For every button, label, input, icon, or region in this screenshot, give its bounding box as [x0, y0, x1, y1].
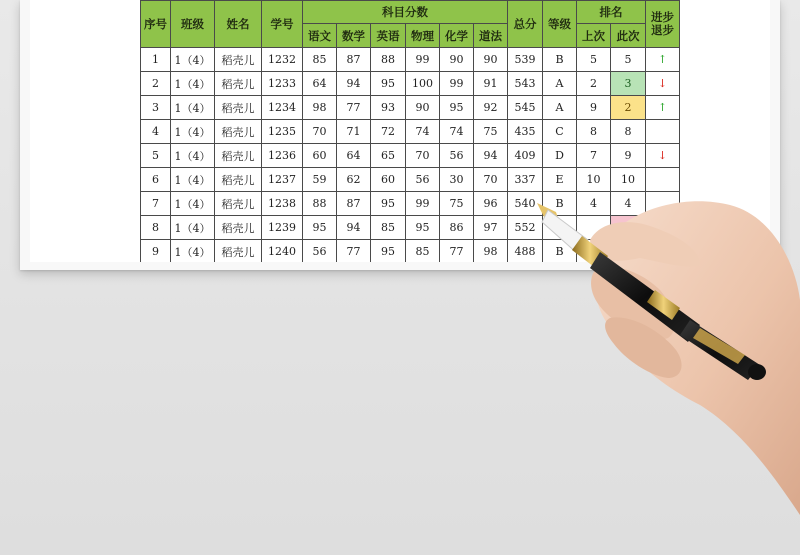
cell-grade: E — [543, 168, 577, 192]
cell-trend: ↑ — [646, 96, 680, 120]
cell-score-chinese: 60 — [303, 144, 337, 168]
cell-id: 1232 — [262, 48, 303, 72]
cell-id: 1240 — [262, 240, 303, 263]
cell-score-chemistry: 74 — [440, 120, 474, 144]
cell-rank-prev: 5 — [577, 48, 611, 72]
cell-score-chinese: 59 — [303, 168, 337, 192]
cell-seq: 4 — [141, 120, 171, 144]
cell-score-physics: 99 — [406, 192, 440, 216]
cell-name: 稻壳儿 — [215, 240, 262, 263]
cell-class: 1（4） — [171, 216, 215, 240]
cell-score-chinese: 98 — [303, 96, 337, 120]
cell-score-english: 60 — [371, 168, 406, 192]
cell-seq: 9 — [141, 240, 171, 263]
header-progress-line2: 退步 — [651, 23, 674, 37]
cell-name: 稻壳儿 — [215, 192, 262, 216]
cell-class: 1（4） — [171, 96, 215, 120]
cell-id: 1236 — [262, 144, 303, 168]
cell-name: 稻壳儿 — [215, 96, 262, 120]
cell-score-physics: 100 — [406, 72, 440, 96]
cell-id: 1237 — [262, 168, 303, 192]
cell-score-physics: 90 — [406, 96, 440, 120]
header-rank-group: 排名 — [577, 1, 646, 24]
header-total: 总分 — [508, 1, 543, 48]
cell-score-english: 95 — [371, 72, 406, 96]
cell-score-english: 93 — [371, 96, 406, 120]
header-grade: 等级 — [543, 1, 577, 48]
cell-score-english: 95 — [371, 240, 406, 263]
cell-class: 1（4） — [171, 120, 215, 144]
cell-score-english: 72 — [371, 120, 406, 144]
header-id: 学号 — [262, 1, 303, 48]
header-subject-chinese: 语文 — [303, 24, 337, 48]
cell-score-math: 94 — [337, 216, 371, 240]
cell-score-chemistry: 30 — [440, 168, 474, 192]
cell-total: 435 — [508, 120, 543, 144]
cell-seq: 7 — [141, 192, 171, 216]
header-name: 姓名 — [215, 1, 262, 48]
cell-score-math: 87 — [337, 48, 371, 72]
cell-name: 稻壳儿 — [215, 216, 262, 240]
cell-total: 409 — [508, 144, 543, 168]
header-subject-ethics: 道法 — [474, 24, 508, 48]
cell-trend: ↓ — [646, 144, 680, 168]
cell-score-chemistry: 56 — [440, 144, 474, 168]
cell-score-math: 77 — [337, 240, 371, 263]
cell-seq: 6 — [141, 168, 171, 192]
cell-score-physics: 95 — [406, 216, 440, 240]
cell-total: 540 — [508, 192, 543, 216]
cell-score-math: 87 — [337, 192, 371, 216]
cell-score-chemistry: 77 — [440, 240, 474, 263]
cell-score-physics: 56 — [406, 168, 440, 192]
cell-seq: 8 — [141, 216, 171, 240]
cell-seq: 1 — [141, 48, 171, 72]
cell-rank-now: 3 — [611, 72, 646, 96]
cell-trend: ↓ — [646, 72, 680, 96]
cell-seq: 2 — [141, 72, 171, 96]
cell-score-english: 95 — [371, 192, 406, 216]
cell-rank-prev: 9 — [577, 96, 611, 120]
cell-id: 1235 — [262, 120, 303, 144]
header-progress-line1: 进步 — [651, 10, 674, 24]
cell-rank-prev: 4 — [577, 192, 611, 216]
header-subjects-group: 科目分数 — [303, 1, 508, 24]
header-subject-math: 数学 — [337, 24, 371, 48]
cell-grade: B — [543, 240, 577, 263]
cell-name: 稻壳儿 — [215, 72, 262, 96]
cell-score-chinese: 64 — [303, 72, 337, 96]
cell-id: 1234 — [262, 96, 303, 120]
cell-score-chinese: 70 — [303, 120, 337, 144]
cell-score-math: 77 — [337, 96, 371, 120]
header-subject-english: 英语 — [371, 24, 406, 48]
cell-class: 1（4） — [171, 144, 215, 168]
cell-score-ethics: 94 — [474, 144, 508, 168]
cell-total: 543 — [508, 72, 543, 96]
cell-total: 337 — [508, 168, 543, 192]
cell-class: 1（4） — [171, 48, 215, 72]
cell-id: 1239 — [262, 216, 303, 240]
cell-trend: ↑ — [646, 48, 680, 72]
cell-score-chemistry: 95 — [440, 96, 474, 120]
cell-score-english: 65 — [371, 144, 406, 168]
cell-rank-now: 9 — [611, 144, 646, 168]
cell-score-math: 71 — [337, 120, 371, 144]
cell-rank-prev: 2 — [577, 72, 611, 96]
cell-score-chemistry: 90 — [440, 48, 474, 72]
cell-score-ethics: 91 — [474, 72, 508, 96]
cell-class: 1（4） — [171, 240, 215, 263]
cell-score-ethics: 70 — [474, 168, 508, 192]
cell-name: 稻壳儿 — [215, 168, 262, 192]
cell-grade: A — [543, 96, 577, 120]
cell-score-ethics: 90 — [474, 48, 508, 72]
cell-rank-now: 5 — [611, 48, 646, 72]
cell-score-math: 62 — [337, 168, 371, 192]
cell-grade: B — [543, 192, 577, 216]
cell-rank-prev: 10 — [577, 168, 611, 192]
cell-score-ethics: 96 — [474, 192, 508, 216]
cell-grade: D — [543, 144, 577, 168]
header-rank-prev: 上次 — [577, 24, 611, 48]
cell-id: 1233 — [262, 72, 303, 96]
cell-score-physics: 74 — [406, 120, 440, 144]
cell-score-physics: 85 — [406, 240, 440, 263]
header-rank-now: 此次 — [611, 24, 646, 48]
cell-seq: 3 — [141, 96, 171, 120]
cell-rank-now: 10 — [611, 168, 646, 192]
cell-name: 稻壳儿 — [215, 48, 262, 72]
cell-total: 539 — [508, 48, 543, 72]
cell-score-ethics: 97 — [474, 216, 508, 240]
cell-score-chinese: 85 — [303, 48, 337, 72]
cell-score-math: 64 — [337, 144, 371, 168]
cell-name: 稻壳儿 — [215, 144, 262, 168]
cell-score-chemistry: 86 — [440, 216, 474, 240]
cell-score-chemistry: 75 — [440, 192, 474, 216]
cell-total: 488 — [508, 240, 543, 263]
cell-id: 1238 — [262, 192, 303, 216]
cell-score-english: 88 — [371, 48, 406, 72]
header-subject-chemistry: 化学 — [440, 24, 474, 48]
cell-rank-prev: 7 — [577, 144, 611, 168]
cell-class: 1（4） — [171, 72, 215, 96]
header-seq: 序号 — [141, 1, 171, 48]
cell-name: 稻壳儿 — [215, 120, 262, 144]
header-subject-physics: 物理 — [406, 24, 440, 48]
cell-score-chinese: 88 — [303, 192, 337, 216]
cell-score-ethics: 92 — [474, 96, 508, 120]
cell-score-chemistry: 99 — [440, 72, 474, 96]
cell-rank-prev: 8 — [577, 120, 611, 144]
cell-class: 1（4） — [171, 192, 215, 216]
cell-score-ethics: 98 — [474, 240, 508, 263]
cell-rank-now: 8 — [611, 120, 646, 144]
cell-grade: B — [543, 48, 577, 72]
cell-score-chinese: 95 — [303, 216, 337, 240]
cell-total: 545 — [508, 96, 543, 120]
cell-score-physics: 99 — [406, 48, 440, 72]
cell-total: 552 — [508, 216, 543, 240]
cell-grade: C — [543, 120, 577, 144]
cell-rank-now: 4 — [611, 192, 646, 216]
cell-score-physics: 70 — [406, 144, 440, 168]
cell-class: 1（4） — [171, 168, 215, 192]
cell-score-math: 94 — [337, 72, 371, 96]
cell-score-english: 85 — [371, 216, 406, 240]
cell-grade: A — [543, 72, 577, 96]
cell-score-chinese: 56 — [303, 240, 337, 263]
cell-rank-now: 2 — [611, 96, 646, 120]
cell-seq: 5 — [141, 144, 171, 168]
header-class: 班级 — [171, 1, 215, 48]
cell-score-ethics: 75 — [474, 120, 508, 144]
